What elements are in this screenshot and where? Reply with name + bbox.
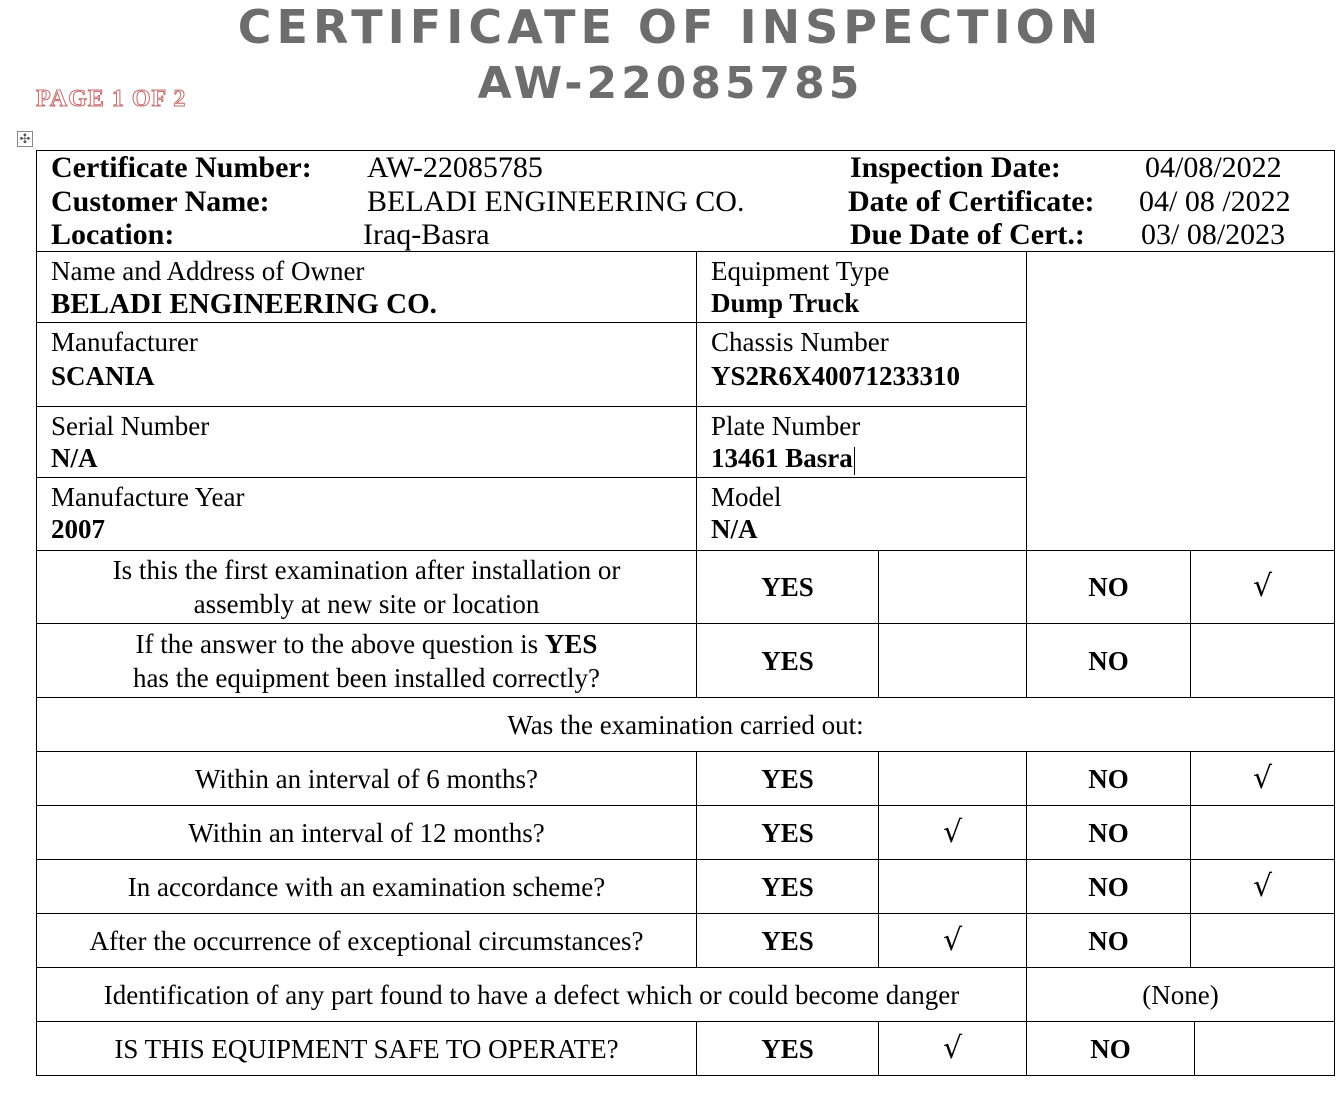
plate-cell[interactable] xyxy=(696,406,1027,478)
q2-yes-box[interactable] xyxy=(878,623,1027,698)
q2-line2: has the equipment been installed correctly? xyxy=(132,662,601,693)
cert-number-value: AW-22085785 xyxy=(367,151,543,184)
due-date-label: Due Date of Cert.: xyxy=(850,218,1085,251)
manufacturer-label: Manufacturer xyxy=(51,327,198,357)
equipment-type-cell xyxy=(696,251,1027,323)
safe-yes-label: YES xyxy=(696,1021,879,1076)
plate-value[interactable]: 13461 Basra xyxy=(711,443,853,473)
inspection-date-label: Inspection Date: xyxy=(850,151,1061,184)
q5-yes-box[interactable] xyxy=(878,859,1027,914)
chassis-value: YS2R6X40071233310 xyxy=(711,361,961,391)
q2-no-label: NO xyxy=(1026,623,1191,698)
equipment-type-value: Dump Truck xyxy=(711,288,860,318)
q5-no-label: NO xyxy=(1026,859,1191,914)
q2-line1: If the answer to the above question is xyxy=(135,628,545,659)
q1-no-label: NO xyxy=(1026,550,1191,624)
model-label: Model xyxy=(711,482,782,512)
q6-no-box[interactable] xyxy=(1190,913,1335,968)
chassis-label: Chassis Number xyxy=(711,327,889,357)
q4-yes-label: YES xyxy=(696,805,879,860)
q6-no-label: NO xyxy=(1026,913,1191,968)
q6-yes-label: YES xyxy=(696,913,879,968)
q1-line1: Is this the first examination after installation or xyxy=(112,555,621,585)
question-safe-to-operate: IS THIS EQUIPMENT SAFE TO OPERATE? xyxy=(36,1021,697,1076)
due-date-value: 03/ 08/2023 xyxy=(1141,218,1286,251)
question-installed-correctly xyxy=(36,623,697,698)
customer-label: Customer Name: xyxy=(51,185,270,218)
chassis-cell xyxy=(696,322,1027,407)
q3-yes-label: YES xyxy=(696,751,879,806)
q3-no-box[interactable]: √ xyxy=(1190,751,1335,806)
q6-yes-box[interactable]: √ xyxy=(878,913,1027,968)
q2-yes-label: YES xyxy=(696,623,879,698)
certificate-code-title: AW-22085785 xyxy=(477,58,864,109)
cert-date-value: 04/ 08 /2022 xyxy=(1139,185,1291,218)
inspection-date-value: 04/08/2022 xyxy=(1145,151,1282,184)
q2-no-box[interactable] xyxy=(1190,623,1335,698)
question-12-months: Within an interval of 12 months? xyxy=(36,805,697,860)
q4-no-box[interactable] xyxy=(1190,805,1335,860)
safe-no-label: NO xyxy=(1026,1021,1195,1076)
safe-no-box[interactable] xyxy=(1194,1021,1335,1076)
model-value: N/A xyxy=(711,514,758,544)
cert-number-label: Certificate Number: xyxy=(51,151,312,184)
equipment-type-label: Equipment Type xyxy=(711,256,890,286)
question-first-exam xyxy=(36,550,697,624)
exam-heading: Was the examination carried out: xyxy=(36,697,1335,752)
q1-line2: assembly at new site or location xyxy=(193,589,540,619)
q5-no-box[interactable]: √ xyxy=(1190,859,1335,914)
year-value: 2007 xyxy=(51,514,105,544)
plate-value-wrap[interactable] xyxy=(711,443,855,475)
safe-yes-box[interactable]: √ xyxy=(878,1021,1027,1076)
q1-yes-box[interactable] xyxy=(878,550,1027,624)
page-indicator: PAGE 1 OF 2 xyxy=(36,86,187,112)
question-6-months: Within an interval of 6 months? xyxy=(36,751,697,806)
manufacturer-value: SCANIA xyxy=(51,361,155,391)
certificate-title: CERTIFICATE OF INSPECTION xyxy=(237,0,1104,54)
q4-yes-box[interactable]: √ xyxy=(878,805,1027,860)
owner-label: Name and Address of Owner xyxy=(51,256,365,286)
location-label: Location: xyxy=(51,218,175,251)
model-cell xyxy=(696,477,1027,551)
serial-label: Serial Number xyxy=(51,411,210,441)
manufacturer-cell xyxy=(36,322,697,407)
year-label: Manufacture Year xyxy=(51,482,245,512)
year-cell xyxy=(36,477,697,551)
table-move-handle-icon[interactable]: ✣ xyxy=(17,131,33,147)
defect-question: Identification of any part found to have a defect which or could become danger xyxy=(36,967,1027,1022)
q5-yes-label: YES xyxy=(696,859,879,914)
q1-yes-label: YES xyxy=(696,550,879,624)
q1-no-box[interactable]: √ xyxy=(1190,550,1335,624)
serial-cell xyxy=(36,406,697,478)
q2-yes-emphasis: YES xyxy=(544,628,598,659)
plate-label: Plate Number xyxy=(711,411,861,441)
serial-value: N/A xyxy=(51,443,98,473)
owner-cell xyxy=(36,251,697,323)
blank-side-cell xyxy=(1026,251,1335,551)
question-exceptional: After the occurrence of exceptional circumstances? xyxy=(36,913,697,968)
cert-date-label: Date of Certificate: xyxy=(848,185,1095,218)
owner-value: BELADI ENGINEERING CO. xyxy=(51,288,437,320)
location-value: Iraq-Basra xyxy=(363,218,490,251)
q3-yes-box[interactable] xyxy=(878,751,1027,806)
certificate-header xyxy=(36,150,1335,252)
defect-value: (None) xyxy=(1026,967,1335,1022)
q4-no-label: NO xyxy=(1026,805,1191,860)
question-exam-scheme: In accordance with an examination scheme? xyxy=(36,859,697,914)
q3-no-label: NO xyxy=(1026,751,1191,806)
text-cursor xyxy=(854,447,855,475)
customer-value: BELADI ENGINEERING CO. xyxy=(367,185,745,218)
